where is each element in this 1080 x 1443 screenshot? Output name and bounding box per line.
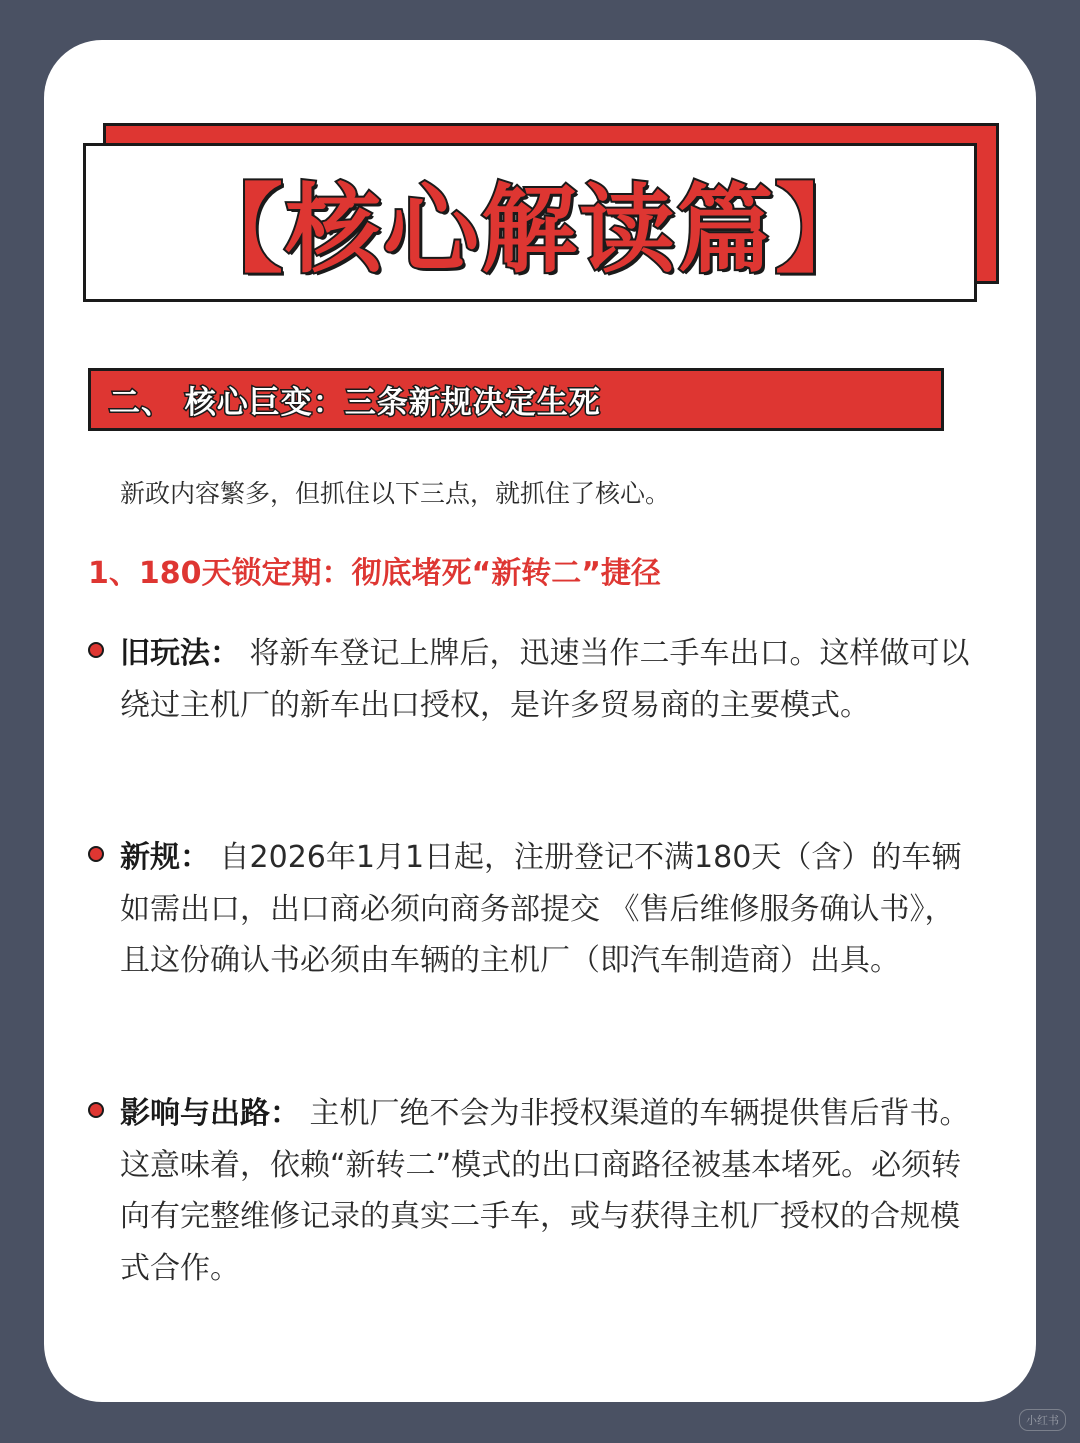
title-banner — [83, 143, 977, 302]
bullet-body: 自2026年1月1日起，注册登记不满180天（含）的车辆如需出口，出口商必须向商务部提交 《售后维修服务确认书》，且这份确认书必须由车辆的主机厂（即汽车制造商）出具。 — [120, 840, 962, 978]
bullet-dot-icon — [88, 1102, 104, 1118]
page-title: 【核心解读篇】 — [187, 174, 873, 286]
watermark-logo: 小红书 — [1019, 1409, 1066, 1431]
bullet-paragraph — [120, 628, 972, 731]
intro-text: 新政内容繁多，但抓住以下三点，就抓住了核心。 — [120, 479, 671, 508]
section-heading-bar — [88, 368, 944, 431]
bullet-paragraph — [120, 1088, 972, 1294]
bullet-label: 旧玩法： — [120, 636, 240, 671]
section-heading: 二、 核心巨变：三条新规决定生死 — [109, 385, 601, 421]
bullet-label: 影响与出路： — [120, 1096, 300, 1131]
bullet-paragraph — [120, 832, 972, 987]
bullet-label: 新规： — [120, 840, 210, 875]
bullet-body: 主机厂绝不会为非授权渠道的车辆提供售后背书。这意味着，依赖“新转二”模式的出口商路径被基本堵死。必须转向有完整维修记录的真实二手车，或与获得主机厂授权的合规模式合作。 — [120, 1096, 970, 1286]
bullet-dot-icon — [88, 846, 104, 862]
bullet-dot-icon — [88, 642, 104, 658]
subheading-180-day-lock: 1、180天锁定期：彻底堵死“新转二”捷径 — [88, 556, 661, 591]
bullet-body: 将新车登记上牌后，迅速当作二手车出口。这样做可以绕过主机厂的新车出口授权，是许多贸易商的主要模式。 — [120, 636, 970, 723]
